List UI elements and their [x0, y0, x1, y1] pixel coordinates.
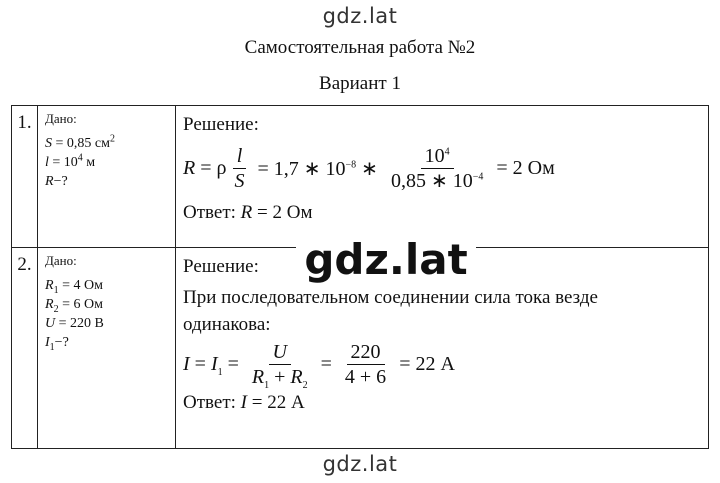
- formula-mult: ∗: [356, 158, 383, 180]
- exp-l: 4: [77, 152, 83, 164]
- var-R1: R: [45, 278, 54, 293]
- unit-l: м: [82, 155, 96, 170]
- exp-S: 2: [109, 133, 115, 145]
- given-area: [45, 134, 175, 153]
- sub-R1: 1: [53, 284, 59, 296]
- table-row-task1: [12, 106, 709, 248]
- explanation-line-2: одинакова:: [183, 314, 271, 335]
- given-R2: [45, 295, 175, 314]
- given-label: Дано:: [45, 253, 77, 268]
- question-mark: −?: [54, 335, 69, 350]
- given-cell: [38, 106, 176, 248]
- formula-task1: [183, 144, 708, 193]
- num-exp: 4: [444, 146, 450, 158]
- num-base: 10: [424, 145, 445, 167]
- fraction-denominator: 4 + 6: [344, 366, 387, 388]
- given-cell: [38, 248, 176, 449]
- answer-line: [183, 389, 708, 416]
- solution-cell: [176, 106, 709, 248]
- task-number: 1.: [12, 106, 38, 248]
- formula-eq-rho: = ρ: [195, 157, 227, 179]
- var-I1: I: [45, 335, 50, 350]
- den-R2: R: [290, 366, 303, 388]
- var-R2: R: [45, 297, 54, 312]
- given-length: [45, 153, 175, 172]
- fraction-numerator: l: [233, 144, 247, 169]
- fraction-denominator: [387, 169, 487, 193]
- watermark-bottom: gdz.lat: [322, 452, 398, 476]
- formula-R: R: [183, 157, 196, 179]
- formula-task2: [183, 340, 708, 389]
- fraction-denominator: [248, 365, 312, 389]
- sub-I1: 1: [49, 341, 55, 353]
- den-R2-sub: 2: [302, 380, 308, 391]
- formula-eq2: =: [222, 353, 244, 375]
- var-l: l: [45, 155, 49, 170]
- given-question: [45, 333, 175, 352]
- fraction-numeric: [341, 340, 390, 389]
- watermark-center: gdz.lat: [296, 236, 476, 284]
- given-label: Дано:: [45, 111, 77, 126]
- value-R1: = 4 Ом: [58, 278, 103, 293]
- value-U: = 220 В: [55, 316, 104, 331]
- variant-label: Вариант 1: [319, 73, 401, 94]
- formula-I1-var: I: [210, 353, 218, 375]
- task-number: 2.: [12, 248, 38, 449]
- document-title: Самостоятельная работа №2: [244, 37, 476, 58]
- fraction-numerator: [421, 144, 454, 169]
- formula-mid-exp: −8: [345, 159, 357, 171]
- answer-label: Ответ:: [183, 392, 241, 413]
- var-R: R: [45, 174, 54, 189]
- formula-result: = 22 А: [394, 353, 455, 375]
- answer-label: Ответ:: [183, 202, 241, 223]
- given-U: [45, 314, 175, 333]
- given-question: [45, 172, 175, 191]
- answer-value: = 2 Ом: [252, 202, 313, 223]
- den-R1-sub: 1: [264, 380, 270, 391]
- given-R1: [45, 276, 175, 295]
- solution-label: Решение:: [183, 114, 259, 135]
- formula-eq: =: [189, 353, 211, 375]
- formula-result: = 2 Ом: [491, 157, 555, 179]
- solution-label: Решение:: [183, 256, 259, 277]
- formula-I1: [211, 353, 223, 376]
- value-S: = 0,85 см: [52, 136, 110, 151]
- question-mark: −?: [53, 174, 68, 189]
- answer-var: I: [240, 392, 247, 413]
- var-S: S: [45, 136, 52, 151]
- den-base: 0,85 ∗ 10: [390, 170, 473, 192]
- explanation-line-1: При последовательном соединении сила тока везде: [183, 287, 598, 308]
- formula-eq3: =: [315, 353, 337, 375]
- den-R1: R: [251, 366, 265, 388]
- fraction-U-over-R: [248, 340, 312, 389]
- den-plus: +: [269, 366, 291, 388]
- formula-I1-sub: 1: [217, 367, 223, 378]
- fraction-numeric: [387, 144, 487, 193]
- fraction-l-over-S: [230, 144, 248, 193]
- answer-var: R: [240, 202, 253, 223]
- watermark-top: gdz.lat: [322, 4, 398, 28]
- den-exp: −4: [472, 171, 484, 183]
- value-R2: = 6 Ом: [58, 297, 103, 312]
- formula-mid-base: = 1,7 ∗ 10: [252, 158, 346, 180]
- fraction-denominator: S: [234, 170, 245, 192]
- var-U: U: [45, 316, 56, 331]
- value-l: = 10: [48, 155, 78, 170]
- answer-value: = 22 А: [246, 392, 305, 413]
- answer-line: [183, 199, 708, 226]
- fraction-numerator: U: [269, 340, 291, 365]
- formula-mid: [252, 156, 382, 181]
- formula-I: I: [183, 353, 190, 375]
- sub-R2: 2: [53, 303, 59, 315]
- fraction-numerator: 220: [347, 340, 385, 365]
